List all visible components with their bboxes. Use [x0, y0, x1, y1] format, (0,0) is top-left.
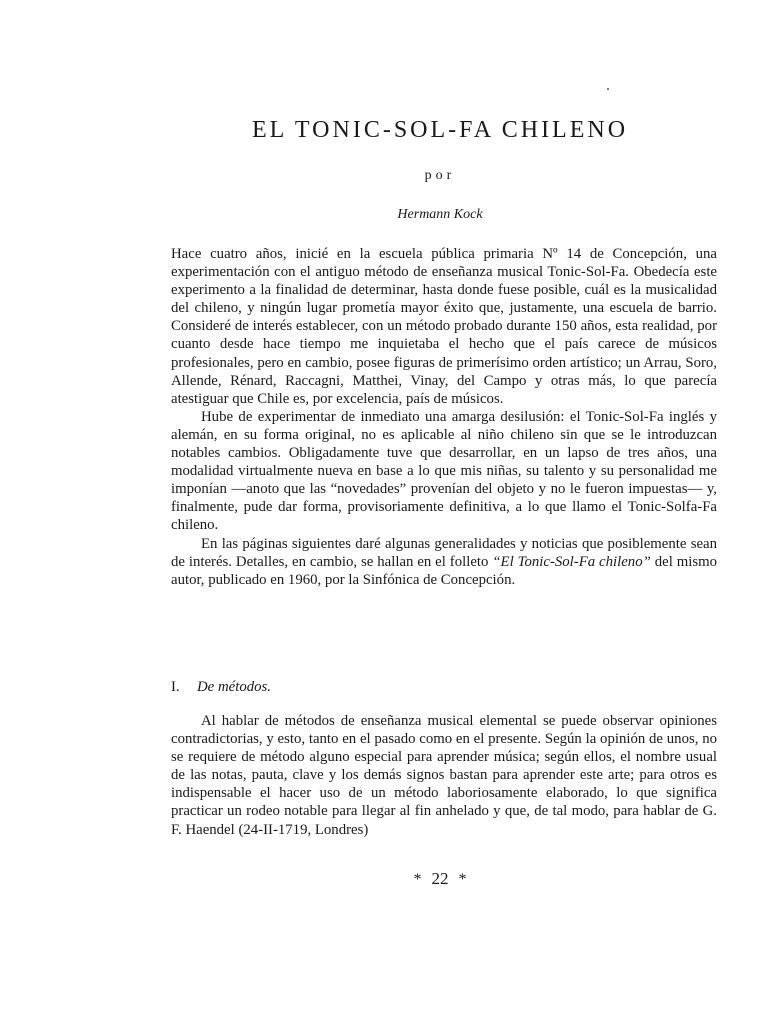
- booklet-title: “El Tonic-Sol-Fa chileno”: [492, 553, 651, 570]
- page-number: 22: [431, 869, 449, 888]
- scan-speck: [607, 88, 609, 90]
- paragraph-2: Hube de experimentar de inmediato una amarga desilusión: el Tonic-Sol-Fa inglés y alemán, en su forma original, no es aplicable al niño chileno sin que se le introduzcan notables cambios. Obligadamente tuve que desarrollar, en un lapso de tres años, una modalidad virtualmente nueva en base a lo que mis niñas, su talento y su personalidad me imponían —anoto que las “novedades” provenían del objeto y no le fueron impuestas— y, finalmente, pude dar forma, provisoriamente definitiva, a lo que llamo el Tonic-Solfa-Fa chileno.: [171, 408, 717, 534]
- section-paragraph-1: Al hablar de métodos de enseñanza musical elemental se puede observar opiniones contradictorias, y esto, tanto en el pasado como en el presente. Según la opinión de unos, no se requiere de método alguno especial para aprender música; según ellos, el nombre usual de las notas, pauta, clave y los demás signos bastan para aprender este arte; para otros es indispensable el hacer uso de un método laboriosamente elaborado, lo que significa practicar un rodeo notable para llegar al fin anhelado y que, de tal modo, para hablar de G. F. Haendel (24-II-1719, Londres): [171, 713, 717, 838]
- folio-star-left: *: [413, 871, 422, 888]
- article-author: Hermann Kock: [397, 207, 483, 222]
- intro-text-block: [171, 245, 717, 589]
- folio-star-right: *: [458, 871, 467, 888]
- paragraph-3-part1: En las páginas siguientes daré algunas generalidades y noticias que posiblemente sean de interés. Detalles, en cambio, se hallan en el folleto: [171, 535, 717, 570]
- section-number: I.: [171, 679, 180, 695]
- section-text-block: [171, 712, 717, 839]
- paragraph-3: [171, 535, 717, 589]
- page-folio: [380, 869, 500, 889]
- section-name: De métodos.: [197, 679, 271, 695]
- paragraph-1: Hace cuatro años, inicié en la escuela pública primaria Nº 14 de Concepción, una experimentación con el antiguo método de enseñanza musical Tonic-Sol-Fa. Obedecía este experimento a la finalidad de determinar, hasta donde fuese posible, cuál es la musicalidad del chileno, y ningún lugar prometía mayor éxito que, justamente, una escuela de barrio. Consideré de interés establecer, con un método probado durante 150 años, esta realidad, por cuanto desde hace tiempo me inquietaba el hecho que el país carece de músicos profesionales, pero en cambio, posee figuras de primerísimo orden artístico; un Arrau, Soro, Allende, Rénard, Raccagni, Matthei, Vinay, del Campo y otras más, lo que parecía atestiguar que Chile es, por excelencia, país de músicos.: [171, 246, 717, 407]
- section-heading: [171, 679, 271, 696]
- byline-por: por: [424, 168, 456, 183]
- article-title: EL TONIC-SOL-FA CHILENO: [251, 117, 629, 143]
- paragraph-3-part2: del mismo autor, publicado en 1960, por la Sinfónica de Concepción.: [171, 553, 718, 588]
